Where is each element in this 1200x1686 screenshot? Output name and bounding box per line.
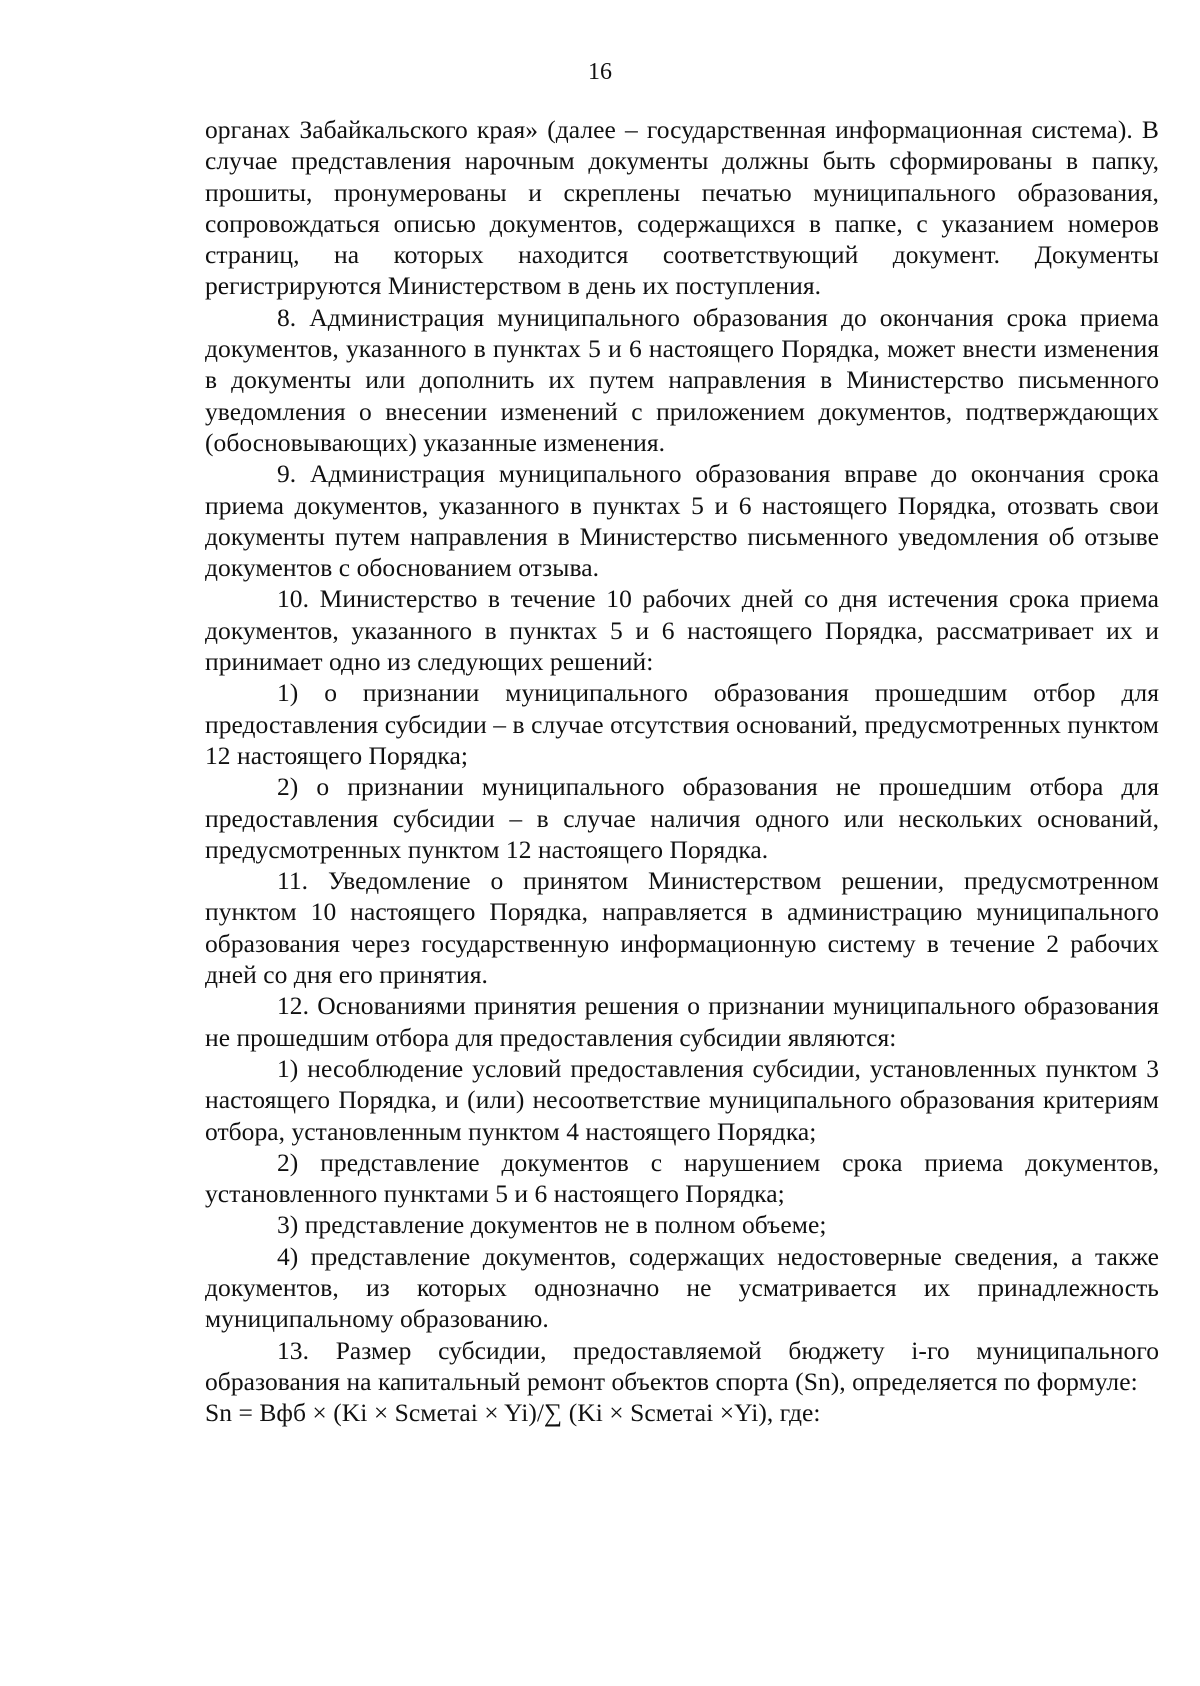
paragraph-item-10-2: 2) о признании муниципального образования не прошедшим отбора для предоставления субсидии – в случае наличия одного или нескольких оснований, предусмотренных пунктом 12 настоящего Порядка. bbox=[205, 772, 1159, 864]
paragraph-item-13: 13. Размер субсидии, предоставляемой бюджету i-го муниципального образования на капитальный ремонт объектов спорта (Sn), определяется по формуле: bbox=[205, 1335, 1159, 1396]
paragraph-item-9: 9. Администрация муниципального образования вправе до окончания срока приема документов, указанного в пунктах 5 и 6 настоящего Порядка, отозвать свои документы путем направления в Министерство письменного уведомления об отзыве документов с обоснованием отзыва. bbox=[205, 459, 1159, 583]
paragraph-item-12: 12. Основаниями принятия решения о признании муниципального образования не прошедшим отбора для предоставления субсидии являются: bbox=[205, 991, 1159, 1052]
paragraph-item-11: 11. Уведомление о принятом Министерством решении, предусмотренном пунктом 10 настоящего Порядка, направляется в администрацию муниципального образования через государственную информационную систему в течение 2 рабочих дней со дня его принятия. bbox=[205, 866, 1159, 990]
page-number: 16 bbox=[588, 59, 612, 85]
paragraph-item-12-2: 2) представление документов с нарушением срока приема документов, установленного пунктами 5 и 6 настоящего Порядка; bbox=[205, 1147, 1159, 1209]
document-body bbox=[205, 114, 1159, 1428]
paragraph-item-12-4: 4) представление документов, содержащих недостоверные сведения, а также документов, из которых однозначно не усматривается их принадлежность муниципальному образованию. bbox=[205, 1241, 1159, 1334]
paragraph-item-8: 8. Администрация муниципального образования до окончания срока приема документов, указанного в пунктах 5 и 6 настоящего Порядка, может внести изменения в документы или дополнить их путем направления в Министерство письменного уведомления о внесении изменений с приложением документов, подтверждающих (обосновывающих) указанные изменения. bbox=[205, 302, 1159, 457]
subsidy-formula: Sn = Вфб × (Ki × Sсметаi × Yi)/∑ (Ki × Sсметаi ×Yi), где: bbox=[205, 1398, 821, 1428]
paragraph-item-10-1: 1) о признании муниципального образования прошедшим отбор для предоставления субсидии – в случае отсутствия оснований, предусмотренных пунктом 12 настоящего Порядка; bbox=[205, 678, 1159, 770]
paragraph-item-10: 10. Министерство в течение 10 рабочих дней со дня истечения срока приема документов, указанного в пунктах 5 и 6 настоящего Порядка, рассматривает их и принимает одно из следующих решений: bbox=[205, 584, 1159, 677]
paragraph-item-12-1: 1) несоблюдение условий предоставления субсидии, установленных пунктом 3 настоящего Порядка, и (или) несоответствие муниципального образования критериям отбора, установленным пунктом 4 настоящего Порядка; bbox=[205, 1053, 1159, 1146]
paragraph-item-12-3: 3) представление документов не в полном объеме; bbox=[277, 1210, 827, 1240]
paragraph-continuation: органах Забайкальского края» (далее – государственная информационная система). В случае представления нарочным документы должны быть сформированы в папку, прошиты, пронумерованы и скреплены печатью муниципального образования, сопровождаться описью документов, содержащихся в папке, с указанием номеров страниц, на которых находится соответствующий документ. Документы регистрируются Министерством в день их поступления. bbox=[205, 115, 1159, 301]
